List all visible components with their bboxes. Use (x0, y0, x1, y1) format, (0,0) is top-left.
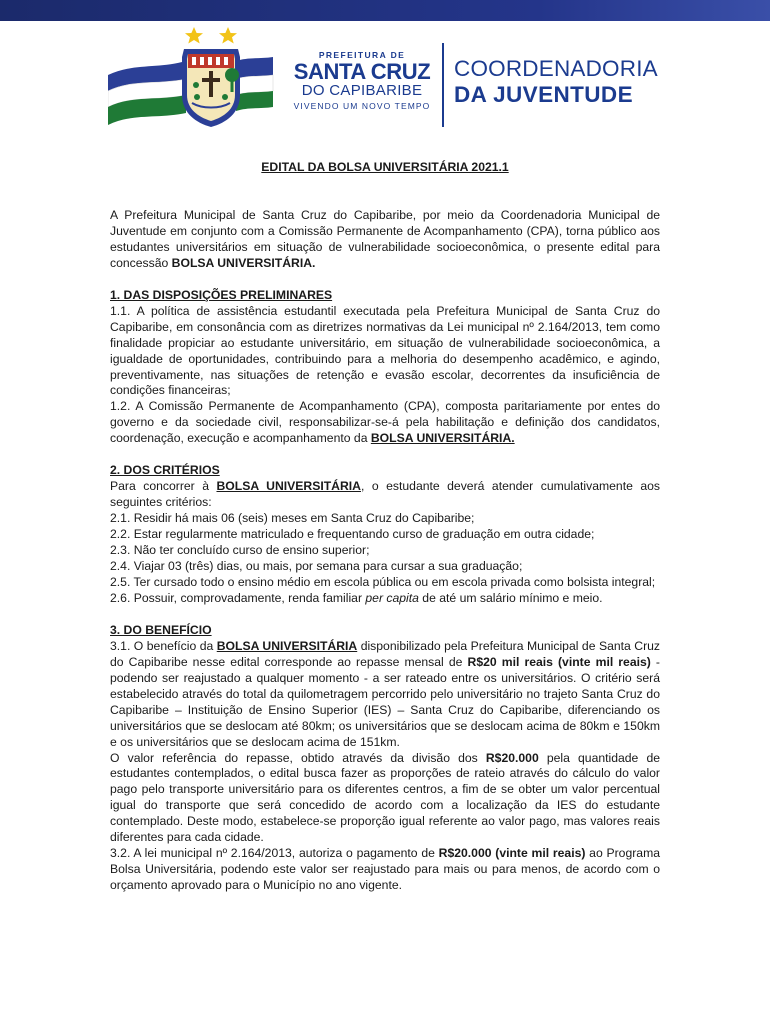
letterhead (0, 21, 770, 136)
coordenadoria-line1: COORDENADORIA (454, 56, 658, 81)
logo-divider (442, 43, 444, 127)
section-2-item-3: 2.3. Não ter concluído curso de ensino superior; (110, 543, 370, 558)
section-2-item-2: 2.2. Estar regularmente matriculado e frequentando curso de graduação em outra cidade; (110, 527, 595, 542)
section-3-item-1-b: disponibilizado pela Prefeitura Municipal de Santa Cruz do Capibaribe nesse edital corresponde ao repasse mensal de (110, 638, 661, 669)
section-2-item-1: 2.1. Residir há mais 06 (seis) meses em Santa Cruz do Capibaribe; (110, 511, 475, 526)
top-banner-bar (0, 0, 770, 21)
section-2-item-6-italic: per capita (365, 590, 419, 605)
document-title: EDITAL DA BOLSA UNIVERSITÁRIA 2021.1 (261, 160, 509, 174)
prefeitura-label: PREFEITURA DE (318, 50, 406, 60)
section-2-lead-a: Para concorrer à (110, 479, 217, 494)
section-2-item-6 (110, 591, 660, 607)
document-body (110, 160, 660, 894)
section-2-title: 2. DOS CRITÉRIOS (110, 463, 220, 478)
section-3-item-2-a: 3.2. A lei municipal nº 2.164/2013, autoriza o pagamento de (110, 846, 439, 861)
intro-paragraph (110, 208, 660, 272)
section-3-paragraph-2-b: pela quantidade de estudantes contemplados, o edital busca fazer as proporções de rateio através do cálculo do valor pago pelo transporte universitário para os diferentes centros, a fim de se obter um valor percentual igual do transporte que será concedido de acordo com a localização da IES do estudante contemplado. Deste modo, estabelece-se proporção igual referente ao valor pago, mas valores reais diferentes para cada cidade. (110, 750, 660, 845)
section-2-lead (110, 479, 660, 511)
section-2-lead-bold: BOLSA UNIVERSITÁRIA (216, 479, 361, 494)
section-2-lead-b: , o estudante deverá atender cumulativamente aos seguintes critérios: (110, 479, 661, 510)
section-2-item-5: 2.5. Ter cursado todo o ensino médio em escola pública ou em escola privada como bolsista integral; (110, 574, 656, 589)
section-3-item-1 (110, 639, 660, 751)
section-1-title: 1. DAS DISPOSIÇÕES PRELIMINARES (110, 287, 333, 302)
section-3-title: 3. DO BENEFÍCIO (110, 622, 212, 637)
section-3-paragraph-2-a: O valor referência do repasse, obtido através da divisão dos (110, 750, 486, 765)
section-1-item-2-text: 1.2. A Comissão Permanente de Acompanhamento (CPA), composta paritariamente por entes do governo e da sociedade civil, responsabilizar-se-á pela habilitação e definição dos candidatos, coordenação, execução e acompanhamento da (110, 399, 660, 446)
city-motto: VIVENDO UM NOVO TEMPO (293, 101, 431, 111)
intro-bold: BOLSA UNIVERSITÁRIA. (171, 255, 316, 270)
section-2-item-6-a: 2.6. Possuir, comprovadamente, renda familiar (110, 590, 366, 605)
section-1-item-2-bold: BOLSA UNIVERSITÁRIA. (370, 431, 515, 446)
intro-text: A Prefeitura Municipal de Santa Cruz do Capibaribe, por meio da Coordenadoria Municipal de Juventude em conjunto com a Comissão Permanente de Acompanhamento (CPA), torna público aos estudantes universitários em situação de vulnerabilidade socioeconômica, o presente edital para concessão (110, 207, 660, 270)
section-1-item-1: 1.1. A política de assistência estudantil executada pela Prefeitura Municipal de Santa Cruz do Capibaribe, em consonância com as diretrizes normativas da Lei municipal nº 2.164/2013, tem como finalidade propiciar ao estudante universitário, em situação de vulnerabilidade socioeconômica, a igualdade de oportunidades, contribuindo para a melhoria do desempenho acadêmico, e agindo, preventivamente, nas situações de retenção e evasão escolar, decorrentes da insuficiência de condições financeiras; (110, 303, 660, 398)
section-3-item-2-b: ao Programa Bolsa Universitária, podendo este valor ser reajustado para mais ou para menos, de acordo com o orçamento aprovado para o Município no ano vigente. (110, 846, 661, 893)
section-3-item-1-amount: R$20 mil reais (vinte mil reais) (467, 654, 651, 669)
section-3-item-1-c: - podendo ser reajustado a qualquer momento - a ser rateado entre os universitários. O critério será estabelecido através do total da quilometragem percorrido pelo universitário no trajeto Santa Cruz do Capibaribe – Instituição de Ensino Superior (IES) – Santa Cruz do Capibaribe, diferenciando os universitários que se deslocam até 80km; os universitários que se deslocam acima de 80km e 150km e os universitários que se deslocam acima de 151km. (110, 654, 660, 749)
section-3-item-1-bold: BOLSA UNIVERSITÁRIA (216, 638, 358, 653)
section-3-paragraph-2 (110, 751, 660, 847)
city-name-suffix: DO CAPIBARIBE (301, 82, 423, 99)
section-3-paragraph-2-amount: R$20.000 (485, 750, 539, 765)
coordenadoria-line2: DA JUVENTUDE (454, 82, 633, 107)
section-3-item-1-a: 3.1. O benefício da (110, 638, 217, 653)
prefeitura-logo-text (287, 50, 437, 111)
section-2-item-4: 2.4. Viajar 03 (três) dias, ou mais, por semana para cursar a sua graduação; (110, 559, 523, 574)
section-1-item-2 (110, 399, 660, 447)
coordenadoria-logo-text (454, 56, 658, 108)
municipal-crest-logo (108, 23, 280, 131)
section-3-item-2 (110, 846, 660, 894)
section-3-item-2-amount: R$20.000 (vinte mil reais) (438, 846, 586, 861)
city-name: SANTA CRUZ (293, 59, 431, 84)
section-2-item-6-b: de até um salário mínimo e meio. (418, 590, 603, 605)
